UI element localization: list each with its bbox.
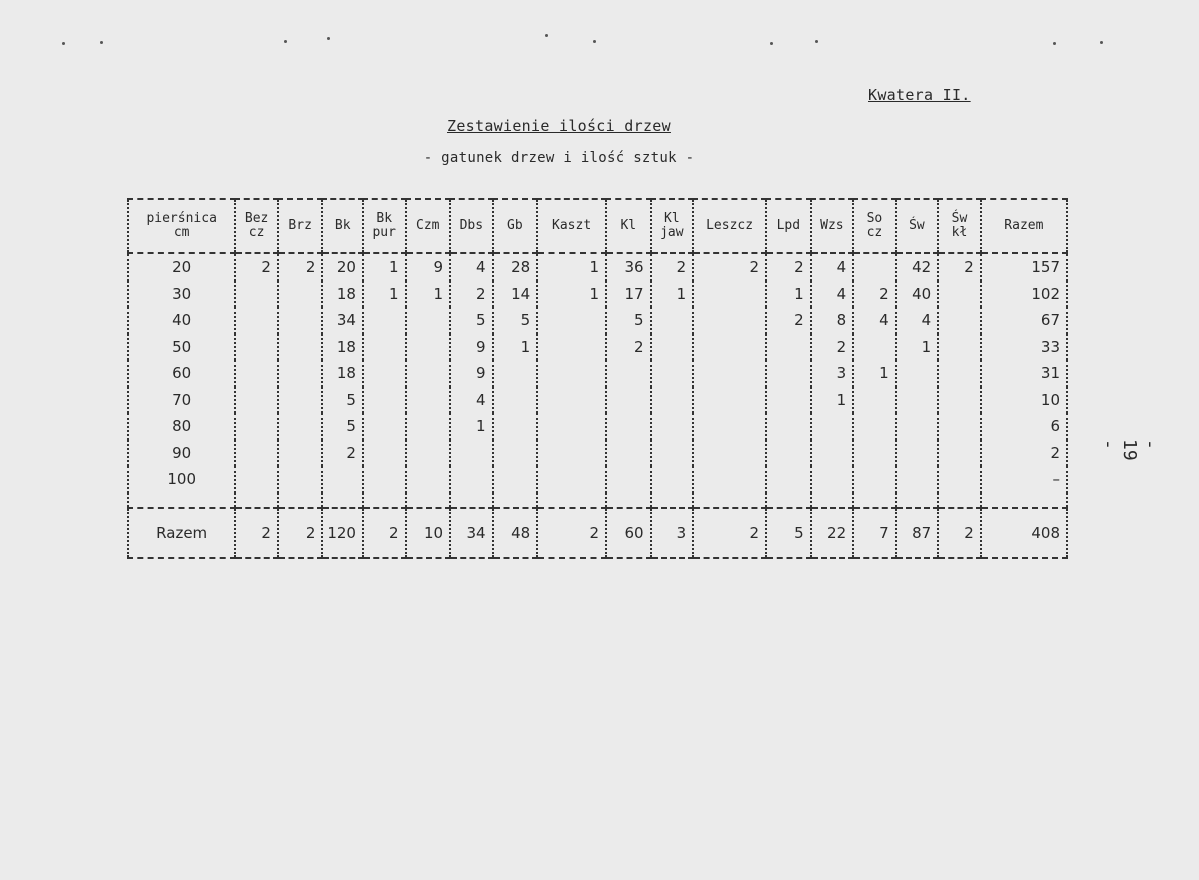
tree-count-table bbox=[127, 198, 1068, 559]
spacer-cell bbox=[651, 493, 694, 508]
table-cell bbox=[938, 387, 981, 414]
table-cell bbox=[278, 440, 323, 467]
total-cell: 34 bbox=[450, 508, 493, 558]
table-cell: 2 bbox=[811, 334, 854, 361]
column-header: Kl jaw bbox=[651, 199, 694, 253]
table-cell bbox=[406, 307, 451, 334]
table-cell bbox=[406, 413, 451, 440]
table-cell bbox=[766, 360, 811, 387]
table-cell bbox=[651, 413, 694, 440]
table-cell bbox=[853, 440, 896, 467]
spacer-cell bbox=[363, 493, 406, 508]
table-cell bbox=[235, 281, 278, 308]
column-header: Bez cz bbox=[235, 199, 278, 253]
table-cell bbox=[235, 360, 278, 387]
table-cell bbox=[938, 440, 981, 467]
table-cell bbox=[363, 440, 406, 467]
document-subtitle: - gatunek drzew i ilość sztuk - bbox=[423, 150, 695, 166]
table-cell bbox=[693, 466, 766, 493]
total-cell: 10 bbox=[406, 508, 451, 558]
table-cell: 2 bbox=[766, 307, 811, 334]
table-cell bbox=[235, 334, 278, 361]
table-cell: 2 bbox=[766, 253, 811, 281]
table-cell bbox=[363, 334, 406, 361]
column-header: Św kł bbox=[938, 199, 981, 253]
table-cell: 9 bbox=[450, 334, 493, 361]
spacer-cell bbox=[278, 493, 323, 508]
section-label: Kwatera II. bbox=[868, 86, 971, 104]
table-cell bbox=[693, 334, 766, 361]
column-header: Brz bbox=[278, 199, 323, 253]
table-cell bbox=[363, 360, 406, 387]
table-cell: 34 bbox=[322, 307, 363, 334]
table-cell: 14 bbox=[493, 281, 538, 308]
column-header: Dbs bbox=[450, 199, 493, 253]
table-cell: 90 bbox=[128, 440, 235, 467]
table-cell bbox=[693, 387, 766, 414]
table-header-row bbox=[128, 199, 1067, 253]
table-cell: 80 bbox=[128, 413, 235, 440]
table-cell bbox=[766, 466, 811, 493]
table-cell bbox=[322, 466, 363, 493]
table-cell: 67 bbox=[981, 307, 1067, 334]
table-cell bbox=[853, 413, 896, 440]
table-cell bbox=[766, 440, 811, 467]
table-cell bbox=[537, 413, 606, 440]
column-header: pierśnica cm bbox=[128, 199, 235, 253]
spacer-cell bbox=[606, 493, 651, 508]
table-cell: 18 bbox=[322, 334, 363, 361]
table-cell bbox=[896, 387, 939, 414]
table-cell: 40 bbox=[896, 281, 939, 308]
table-row bbox=[128, 466, 1067, 493]
table-cell bbox=[493, 440, 538, 467]
table-cell bbox=[493, 387, 538, 414]
table-cell: 1 bbox=[363, 253, 406, 281]
table-cell bbox=[606, 413, 651, 440]
table-cell: 5 bbox=[322, 387, 363, 414]
table-cell bbox=[651, 360, 694, 387]
table-cell bbox=[450, 440, 493, 467]
table-cell: 2 bbox=[981, 440, 1067, 467]
table-cell bbox=[406, 466, 451, 493]
table-cell bbox=[811, 466, 854, 493]
total-cell: 87 bbox=[896, 508, 939, 558]
table-cell bbox=[938, 307, 981, 334]
total-cell: 2 bbox=[537, 508, 606, 558]
table-row bbox=[128, 440, 1067, 467]
table-cell bbox=[693, 440, 766, 467]
total-cell: Razem bbox=[128, 508, 235, 558]
table-cell: 40 bbox=[128, 307, 235, 334]
table-cell bbox=[363, 466, 406, 493]
table-cell bbox=[278, 413, 323, 440]
total-cell: 7 bbox=[853, 508, 896, 558]
table-cell bbox=[938, 413, 981, 440]
table-cell bbox=[235, 413, 278, 440]
table-cell: 1 bbox=[853, 360, 896, 387]
table-cell: 20 bbox=[322, 253, 363, 281]
total-cell: 22 bbox=[811, 508, 854, 558]
column-header: Św bbox=[896, 199, 939, 253]
table-cell: 1 bbox=[896, 334, 939, 361]
column-header: Bk bbox=[322, 199, 363, 253]
table-cell bbox=[493, 466, 538, 493]
table-cell: 5 bbox=[606, 307, 651, 334]
table-cell: 2 bbox=[693, 253, 766, 281]
table-cell bbox=[693, 360, 766, 387]
spacer-cell bbox=[235, 493, 278, 508]
table-cell: 1 bbox=[651, 281, 694, 308]
table-cell bbox=[896, 413, 939, 440]
table-cell bbox=[606, 360, 651, 387]
table-cell: 157 bbox=[981, 253, 1067, 281]
table-cell bbox=[450, 466, 493, 493]
table-cell bbox=[651, 307, 694, 334]
table-cell: 17 bbox=[606, 281, 651, 308]
table-cell: 3 bbox=[811, 360, 854, 387]
spacer-cell bbox=[981, 493, 1067, 508]
spacer-cell bbox=[853, 493, 896, 508]
column-header: Kaszt bbox=[537, 199, 606, 253]
table-cell bbox=[651, 440, 694, 467]
table-cell bbox=[938, 466, 981, 493]
table-cell bbox=[853, 253, 896, 281]
table-cell bbox=[651, 334, 694, 361]
total-cell: 2 bbox=[938, 508, 981, 558]
table-row bbox=[128, 334, 1067, 361]
table-row bbox=[128, 253, 1067, 281]
table-cell: 2 bbox=[938, 253, 981, 281]
table-cell: 1 bbox=[811, 387, 854, 414]
table-cell bbox=[938, 360, 981, 387]
column-header: Wzs bbox=[811, 199, 854, 253]
table-cell bbox=[853, 334, 896, 361]
column-header: So cz bbox=[853, 199, 896, 253]
table-cell: 2 bbox=[322, 440, 363, 467]
table-cell bbox=[235, 387, 278, 414]
document-title: Zestawienie ilości drzew bbox=[447, 117, 671, 135]
total-cell: 2 bbox=[693, 508, 766, 558]
table-cell: 30 bbox=[128, 281, 235, 308]
table-cell: 9 bbox=[406, 253, 451, 281]
table-cell bbox=[651, 466, 694, 493]
table-cell bbox=[278, 360, 323, 387]
page-number: - 19 - bbox=[1098, 439, 1162, 461]
table-cell: 8 bbox=[811, 307, 854, 334]
table-cell: 28 bbox=[493, 253, 538, 281]
table-cell bbox=[363, 413, 406, 440]
table-cell: 2 bbox=[278, 253, 323, 281]
table-cell bbox=[606, 440, 651, 467]
table-cell bbox=[766, 334, 811, 361]
table-cell bbox=[693, 413, 766, 440]
table-cell bbox=[537, 466, 606, 493]
table-row bbox=[128, 281, 1067, 308]
table-cell: 1 bbox=[493, 334, 538, 361]
table-cell bbox=[853, 387, 896, 414]
column-header: Razem bbox=[981, 199, 1067, 253]
table-cell: 4 bbox=[853, 307, 896, 334]
column-header: Bk pur bbox=[363, 199, 406, 253]
table-cell bbox=[537, 334, 606, 361]
spacer-cell bbox=[766, 493, 811, 508]
spacer-cell bbox=[896, 493, 939, 508]
table-cell bbox=[896, 360, 939, 387]
table-cell: 60 bbox=[128, 360, 235, 387]
table-cell bbox=[938, 334, 981, 361]
table-cell bbox=[811, 413, 854, 440]
table-cell: – bbox=[981, 466, 1067, 493]
spacer-row bbox=[128, 493, 1067, 508]
table-cell: 100 bbox=[128, 466, 235, 493]
table-cell bbox=[493, 360, 538, 387]
spacer-cell bbox=[811, 493, 854, 508]
table-cell bbox=[278, 281, 323, 308]
table-cell bbox=[693, 307, 766, 334]
total-cell: 60 bbox=[606, 508, 651, 558]
table-cell: 36 bbox=[606, 253, 651, 281]
table-cell bbox=[235, 307, 278, 334]
table-cell bbox=[493, 413, 538, 440]
table-cell bbox=[606, 466, 651, 493]
table-cell: 5 bbox=[493, 307, 538, 334]
table-cell: 102 bbox=[981, 281, 1067, 308]
table-cell bbox=[235, 466, 278, 493]
total-cell: 408 bbox=[981, 508, 1067, 558]
table-cell bbox=[537, 360, 606, 387]
table-cell bbox=[406, 334, 451, 361]
table-cell: 6 bbox=[981, 413, 1067, 440]
column-header: Lpd bbox=[766, 199, 811, 253]
table-cell bbox=[766, 413, 811, 440]
table-cell bbox=[811, 440, 854, 467]
total-cell: 3 bbox=[651, 508, 694, 558]
table-cell: 1 bbox=[537, 281, 606, 308]
total-cell: 2 bbox=[363, 508, 406, 558]
table-cell bbox=[693, 281, 766, 308]
table-cell: 4 bbox=[896, 307, 939, 334]
spacer-cell bbox=[128, 493, 235, 508]
table-row bbox=[128, 360, 1067, 387]
table-cell: 5 bbox=[322, 413, 363, 440]
table-cell bbox=[363, 307, 406, 334]
table-cell: 70 bbox=[128, 387, 235, 414]
spacer-cell bbox=[406, 493, 451, 508]
table-cell bbox=[278, 466, 323, 493]
table-cell bbox=[537, 307, 606, 334]
table-row bbox=[128, 387, 1067, 414]
table-cell: 42 bbox=[896, 253, 939, 281]
table-cell: 18 bbox=[322, 281, 363, 308]
species-table bbox=[127, 198, 1068, 559]
total-cell: 2 bbox=[235, 508, 278, 558]
table-cell: 10 bbox=[981, 387, 1067, 414]
total-row bbox=[128, 508, 1067, 558]
table-cell: 50 bbox=[128, 334, 235, 361]
total-cell: 48 bbox=[493, 508, 538, 558]
table-cell bbox=[235, 440, 278, 467]
table-cell bbox=[363, 387, 406, 414]
table-body bbox=[128, 253, 1067, 558]
table-cell bbox=[938, 281, 981, 308]
table-cell bbox=[278, 334, 323, 361]
table-cell bbox=[853, 466, 896, 493]
table-cell: 1 bbox=[450, 413, 493, 440]
spacer-cell bbox=[322, 493, 363, 508]
table-cell bbox=[537, 387, 606, 414]
table-cell bbox=[766, 387, 811, 414]
table-cell bbox=[406, 387, 451, 414]
table-cell: 2 bbox=[606, 334, 651, 361]
table-cell bbox=[651, 387, 694, 414]
table-cell: 2 bbox=[235, 253, 278, 281]
table-cell: 33 bbox=[981, 334, 1067, 361]
table-cell: 5 bbox=[450, 307, 493, 334]
table-cell bbox=[896, 440, 939, 467]
table-cell bbox=[537, 440, 606, 467]
table-cell: 31 bbox=[981, 360, 1067, 387]
table-cell: 2 bbox=[853, 281, 896, 308]
column-header: Kl bbox=[606, 199, 651, 253]
table-cell: 9 bbox=[450, 360, 493, 387]
table-cell bbox=[406, 360, 451, 387]
table-cell: 1 bbox=[363, 281, 406, 308]
table-cell bbox=[278, 387, 323, 414]
table-cell bbox=[278, 307, 323, 334]
column-header: Gb bbox=[493, 199, 538, 253]
spacer-cell bbox=[450, 493, 493, 508]
spacer-cell bbox=[693, 493, 766, 508]
table-cell bbox=[406, 440, 451, 467]
table-cell: 4 bbox=[450, 253, 493, 281]
total-cell: 2 bbox=[278, 508, 323, 558]
column-header: Leszcz bbox=[693, 199, 766, 253]
table-cell: 1 bbox=[406, 281, 451, 308]
column-header: Czm bbox=[406, 199, 451, 253]
table-cell: 2 bbox=[651, 253, 694, 281]
table-cell: 4 bbox=[811, 253, 854, 281]
table-row bbox=[128, 413, 1067, 440]
spacer-cell bbox=[537, 493, 606, 508]
table-cell bbox=[896, 466, 939, 493]
total-cell: 120 bbox=[322, 508, 363, 558]
table-row bbox=[128, 307, 1067, 334]
spacer-cell bbox=[938, 493, 981, 508]
table-cell: 4 bbox=[450, 387, 493, 414]
table-cell: 20 bbox=[128, 253, 235, 281]
spacer-cell bbox=[493, 493, 538, 508]
table-cell: 2 bbox=[450, 281, 493, 308]
table-cell: 1 bbox=[766, 281, 811, 308]
table-cell bbox=[606, 387, 651, 414]
table-cell: 1 bbox=[537, 253, 606, 281]
table-cell: 18 bbox=[322, 360, 363, 387]
total-cell: 5 bbox=[766, 508, 811, 558]
table-cell: 4 bbox=[811, 281, 854, 308]
